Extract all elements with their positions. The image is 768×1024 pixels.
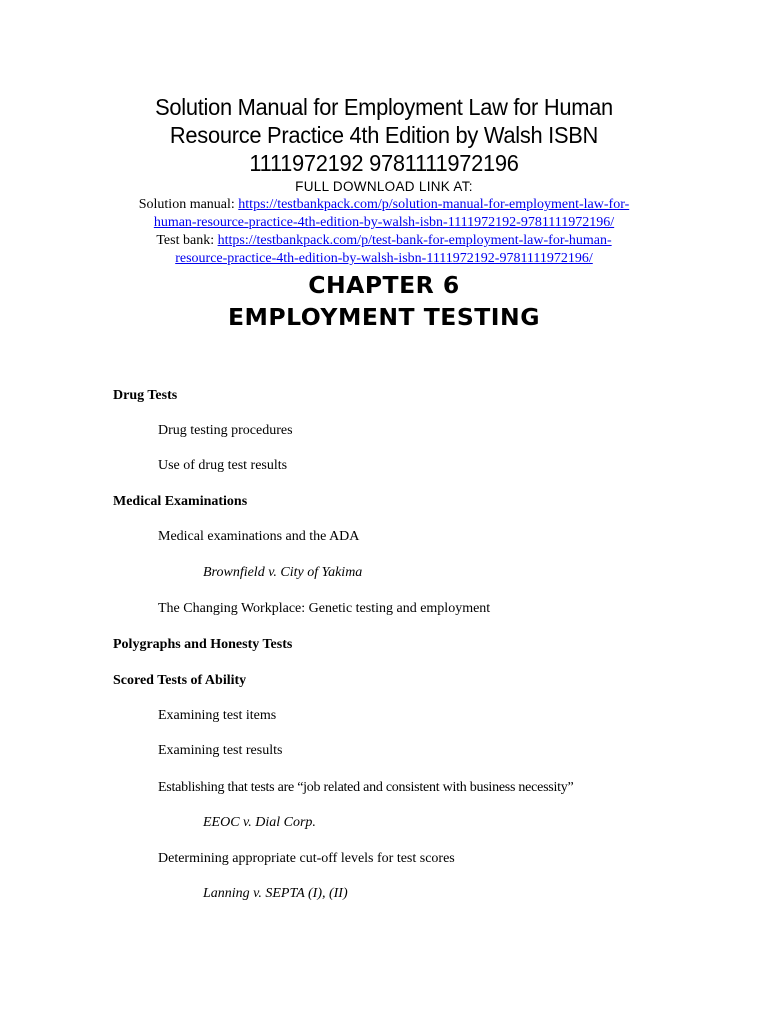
outline-case: Lanning v. SEPTA (I), (II) xyxy=(203,886,348,901)
outline-heading: Scored Tests of Ability xyxy=(113,673,247,688)
outline-case: EEOC v. Dial Corp. xyxy=(203,815,316,830)
solution-manual-link[interactable]: https://testbankpack.com/p/solution-manual-for-employment-law-for- xyxy=(238,197,630,212)
outline-item: Use of drug test results xyxy=(158,458,288,473)
outline-item: Examining test items xyxy=(158,708,277,723)
chapter-number: CHAPTER 6 xyxy=(308,271,460,299)
outline-item: Determining appropriate cut-off levels for test scores xyxy=(158,851,455,866)
outline-heading: Drug Tests xyxy=(113,388,178,403)
title-line-1: Solution Manual for Employment Law for Human xyxy=(155,94,613,120)
test-bank-label: Test bank: xyxy=(156,233,218,248)
outline-item: Establishing that tests are “job related and consistent with business necessity” xyxy=(158,780,574,795)
solution-manual-link-cont[interactable]: human-resource-practice-4th-edition-by-walsh-isbn-1111972192-9781111972196/ xyxy=(153,215,615,230)
test-bank-link[interactable]: https://testbankpack.com/p/test-bank-for-employment-law-for-human- xyxy=(217,233,612,248)
outline-item: Examining test results xyxy=(158,743,283,758)
test-bank-link-cont[interactable]: resource-practice-4th-edition-by-walsh-isbn-1111972192-9781111972196/ xyxy=(175,251,593,266)
full-download-label: FULL DOWNLOAD LINK AT: xyxy=(295,179,473,194)
outline-heading: Medical Examinations xyxy=(113,494,248,509)
outline-item: The Changing Workplace: Genetic testing and employment xyxy=(158,601,491,616)
chapter-title: EMPLOYMENT TESTING xyxy=(227,303,540,331)
outline-item: Medical examinations and the ADA xyxy=(158,529,360,544)
title-line-3: 1111972192 9781111972196 xyxy=(249,150,519,176)
title-line-2: Resource Practice 4th Edition by Walsh ISBN xyxy=(169,122,599,148)
solution-manual-label: Solution manual: xyxy=(138,197,239,212)
outline-heading: Polygraphs and Honesty Tests xyxy=(113,637,293,652)
outline-case: Brownfield v. City of Yakima xyxy=(203,565,363,580)
outline-item: Drug testing procedures xyxy=(158,423,293,438)
